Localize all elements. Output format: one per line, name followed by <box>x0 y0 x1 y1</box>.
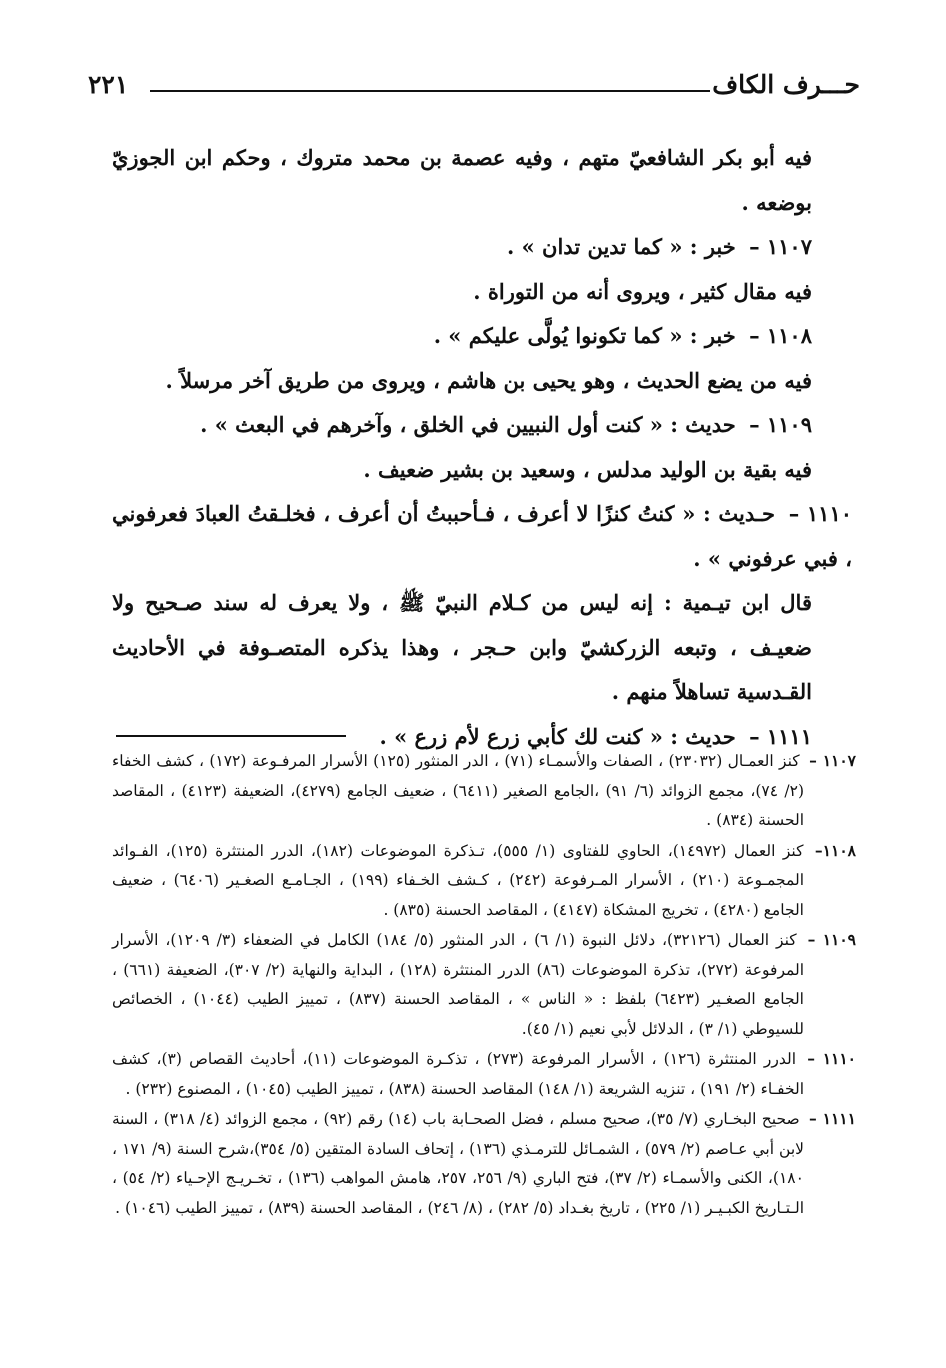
entry-number: ١١٠٨ – <box>749 323 812 348</box>
entry-text: خبر : « كما تدين تدان » . <box>506 234 736 259</box>
entry-number: ١١٠٩ – <box>749 412 812 437</box>
entry-1110 <box>112 492 852 581</box>
entry-1108 <box>112 314 852 359</box>
footnote-number: ١١٠٩ – <box>807 930 857 949</box>
footnote-text: صحيح البخـاري (٧/ ٣٥)، صحيح مسلم ، فضل الصحـابة باب (١٤) رقم (٩٢) ، مجمع الزوائد (٤/ ٣١٨) ، السنة لابن أبي عـاصم (٢/ ٥٧٩) ، الشمـائل للترمـذي (١٣٦) ، إتحاف السادة المتقين (٥/ ٣٥٤)،شرح السنة (٩/ ١٧١ ، ١٨٠)، الكنى والأسمـاء (٢/ ٣٧)، فتح الباري (٩/ ٢٥٦، ٢٥٧، هامش المواهب (١٣٦) ، تخـريـج الإحـياء (٢/ ٥٤) ، الـتـاريخ الكبـيـر (١/ ٢٢٥) ، تاريخ بغـداد (٥/ ٢٨٢) ، (٨/ ٢٤٦) ، المقاصد الحسنة (٨٣٩) ، تمييز الطيب (١٠٤٦) . <box>112 1110 805 1217</box>
footnote-text: كنز العمـال (٢٣٠٣٢) ، الصفات والأسمـاء (٧١) ، الدر المنثور (١٢٥) الأسرار المرفـوعة (١٧٢) ، كشف الخفاء (٢/ ٧٤)، مجمع الزوائد (٦/ ٩١) ،الجامع الصغير (٦٤١١) ، ضعيف الجامع (٤٢٧٩)، الضعيفة (٤١٢٣) ، المقاصد الحسنة (٨٣٤) . <box>112 752 804 829</box>
footnote-text: الدرر المنتثرة (١٢٦) ، الأسرار المرفوعة (٢٧٣) ، تذكـرة الموضوعات (١١)، أحاديث القصاص (٣)، كشف الخفـاء (٢/ ١٩١) ، تنزيه الشريعة (١/ ١٤٨) المقاصد الحسنة (٨٣٨) ، تمييز الطيب (١٠٤٥) ، المصنوع (٢٣٢) . <box>112 1050 804 1098</box>
entry-text: خبر : « كما تكونوا يُولَّى عليكم » . <box>433 323 736 348</box>
main-text <box>112 136 852 759</box>
entry-number: ١١٠٧ – <box>749 234 812 259</box>
footnote-text: كنز العمال (١٤٩٧٢)، الحاوي للفتاوى (١/ ٥٥٥)، تـذكرة الموضوعات (١٨٢)، الدرر المنتثرة (١٢٥)، الفـوائد المجمـوعة (٢١٠) ، الأسرار المـرفوعة (٢٤٢) ، كـشف الخـفاء (١٩٩) ، الجـامـع الصغـير (٦٤٠٦) ، ضعيف الجامع (٤٢٨٠) ، تخريج المشكاة (٤١٤٧) ، المقاصد الحسنة (٨٣٥) . <box>112 841 805 919</box>
footnote-1109 <box>112 925 856 1044</box>
header-rule <box>150 90 710 92</box>
entry-text: حديث : « كنت لك كأبي زرع لأم زرع » . <box>379 723 736 749</box>
footnote-1110 <box>112 1044 856 1104</box>
paragraph-commentary: فيه أبو بكر الشافعيّ متهم ، وفيه عصمة بن محمد متروك ، وحكم ابن الجوزيّ بوضعه . <box>112 145 812 215</box>
entry-number: ١١١٠ – <box>788 501 853 526</box>
entry-1107 <box>112 225 852 270</box>
footnotes <box>112 746 856 1223</box>
paragraph-commentary: فيه مقال كثير ، ويروى أنه من التوراة . <box>473 278 812 304</box>
footnote-rule <box>116 735 346 737</box>
entry-1109 <box>112 403 852 448</box>
page-header <box>88 70 860 110</box>
page-number: ٢٢١ <box>88 70 129 99</box>
footnote-number: ١١١١ – <box>809 1109 856 1128</box>
entry-text: حـديث : « كنتُ كنزًا لا أعرف ، فـأحببتُ أن أعرف ، فخلـقتُ العبادَ فعرفوني ، فبي عرفوني » . <box>112 501 852 571</box>
entry-number: ١١١١ – <box>749 723 812 749</box>
footnote-number: ١١٠٧ – <box>809 751 856 770</box>
paragraph-commentary: قال ابن تيـمية : إنه ليس من كـلام النبيّ ﷺ ، ولا يعرف له سند صـحيح ولا ضعيـف ، وتبعه الزركشيّ وابن حـجر ، وهذا يذكره المتصـوفة في الأحاديث القـدسية تساهلاً منهم . <box>112 590 812 704</box>
chapter-title: حـــرف الكاف <box>712 70 860 99</box>
entry-text: حديث : « كنت أول النبيين في الخلق ، وآخرهم في البعث » . <box>200 412 736 437</box>
footnote-1111 <box>112 1104 856 1223</box>
footnote-number: ١١١٠ – <box>807 1049 856 1068</box>
footnote-number: ١١٠٨– <box>814 840 856 860</box>
paragraph-commentary: فيه بقية بن الوليد مدلس ، وسعيد بن بشير ضعيف . <box>363 456 812 482</box>
footnote-1107 <box>112 746 856 836</box>
footnote-text: كنز العمال (٣٢١٢٦)، دلائل النبوة (١/ ٦) ، الدر المنثور (٥/ ١٨٤) الكامل في الضعفاء (٣/ ١٢٠٩)، الأسرار المرفوعة (٢٧٢)، تذكرة الموضوعات (٨٦) الدرر المنتثرة (١٢٨) ، البداية والنهاية (٢/ ٣٠٧)، الضعيفة (٦٦١) ، الجامع الصغـير (٦٤٢٣) بلفظ : « الناس » ، المقاصد الحسنة (٨٣٧) ، تمييز الطيب (١٠٤٤) ، الخصائص للسيوطي (١/ ٣) ، الدلائل لأبي نعيم (١/ ٤٥). <box>112 931 805 1038</box>
paragraph-commentary: فيه من يضع الحديث ، وهو يحيى بن هاشم ، ويروى من طريق آخر مرسلاً . <box>165 367 812 393</box>
footnote-1108 <box>112 836 856 926</box>
